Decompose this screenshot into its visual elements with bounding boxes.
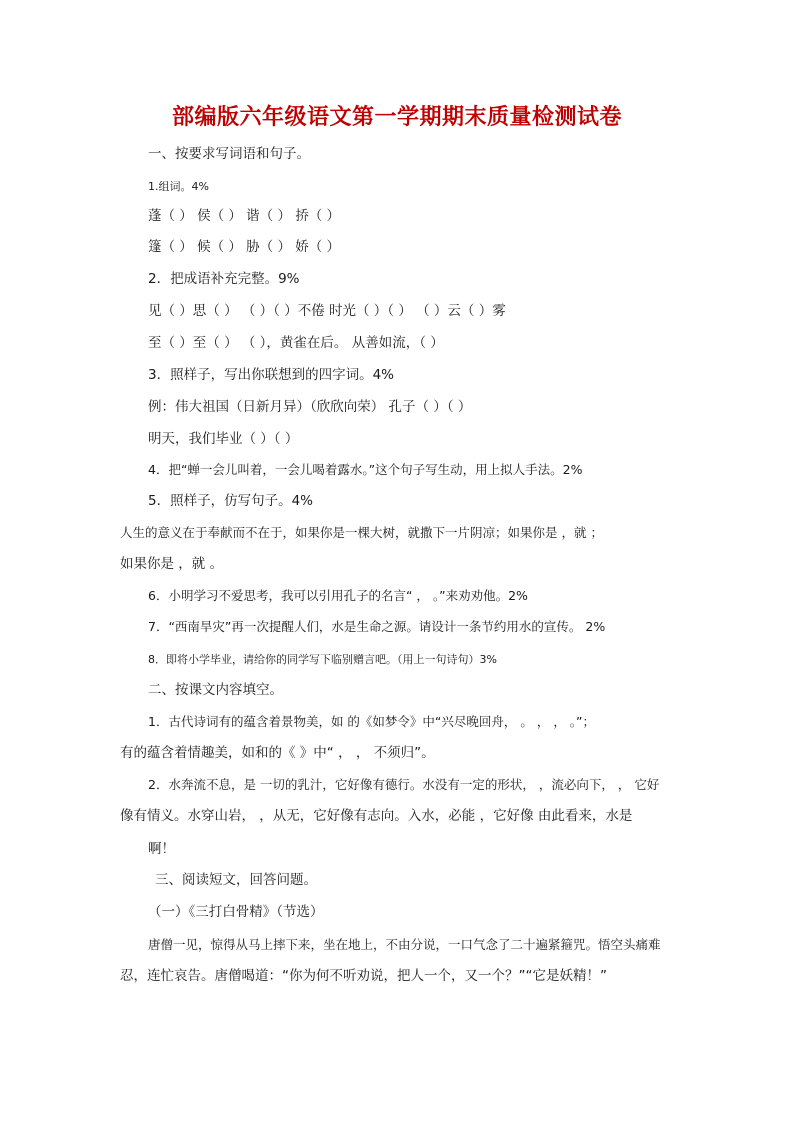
question-2-2-end: 啊！	[148, 841, 175, 857]
question-2-2: 2．水奔流不息，是 一切的乳汁，它好像有德行。水没有一定的形状， ，流必向下， ， 它好	[148, 777, 660, 792]
word-row-2: 篷（ ） 候（ ） 胁（ ） 娇（ ）	[148, 239, 341, 255]
question-2-1-cont: 有的蕴含着情趣美，如和的《 》中“ ， ， 不须归”。	[120, 745, 435, 761]
question-1-6: 6．小明学习不爱思考，我可以引用孔子的名言“ ， 。”来劝劝他。2%	[148, 588, 528, 603]
question-1-4: 4．把“蝉一会儿叫着，一会儿喝着露水。”这个句子写生动，用上拟人手法。2%	[148, 462, 583, 477]
question-1-7: 7．“西南旱灾”再一次提醒人们，水是生命之源。请设计一条节约用水的宣传。 2%	[148, 619, 606, 634]
question-1-1: 1.组词。4%	[148, 180, 209, 193]
word-row-1: 蓬（ ） 侯（ ） 谐（ ） 挢（ ）	[148, 208, 341, 224]
idiom-row-2: 至（ ）至（ ） （ ），黄雀在后。 从善如流，（ ）	[148, 335, 444, 351]
example-line: 例：伟大祖国（日新月异）（欣欣向荣） 孔子（ ）（ ）	[148, 399, 472, 415]
question-1-3: 3．照样子，写出你联想到的四字词。4%	[148, 367, 395, 383]
section-two-heading: 二、按课文内容填空。	[148, 682, 283, 698]
question-1-2: 2．把成语补充完整。9%	[148, 271, 300, 287]
section-one-heading: 一、按要求写词语和句子。	[148, 146, 310, 162]
question-2-1: 1．古代诗词有的蕴含着景物美，如 的《如梦令》中“兴尽晚回舟， 。 ， ， 。”；	[148, 714, 596, 729]
section-three-heading: 三、阅读短文，回答问题。	[155, 872, 317, 888]
imitation-sentence: 人生的意义在于奉献而不在于，如果你是一棵大树，就撒下一片阴凉；如果你是 ，就 ；	[120, 525, 603, 540]
graduation-line: 明天，我们毕业（ ）（ ）	[148, 431, 299, 447]
idiom-row-1: 见（ ）思（ ） （ ）（ ）不倦 时光（ ）（ ） （ ）云（ ）雾	[148, 303, 506, 319]
page-title: 部编版六年级语文第一学期期末质量检测试卷	[171, 105, 622, 130]
question-1-8: 8．即将小学毕业，请给你的同学写下临别赠言吧。（用上一句诗句）3%	[148, 653, 497, 666]
question-2-2-cont: 像有情义。水穿山岩， ，从无，它好像有志向。入水，必能 ，它好像 由此看来，水是	[120, 808, 633, 824]
question-1-5: 5．照样子，仿写句子。4%	[148, 493, 314, 509]
passage-text: 唐僧一见，惊得从马上摔下来，坐在地上，不由分说，一口气念了二十遍紧箍咒。悟空头痛难	[148, 937, 661, 952]
passage-text-cont: 忍，连忙哀告。唐僧喝道：“你为何不听劝说，把人一个，又一个？”“它是妖精！”	[120, 968, 607, 984]
imitation-sentence-cont: 如果你是 ，就 。	[120, 556, 224, 572]
passage-title: （一）《三打白骨精》（节选）	[148, 904, 324, 920]
